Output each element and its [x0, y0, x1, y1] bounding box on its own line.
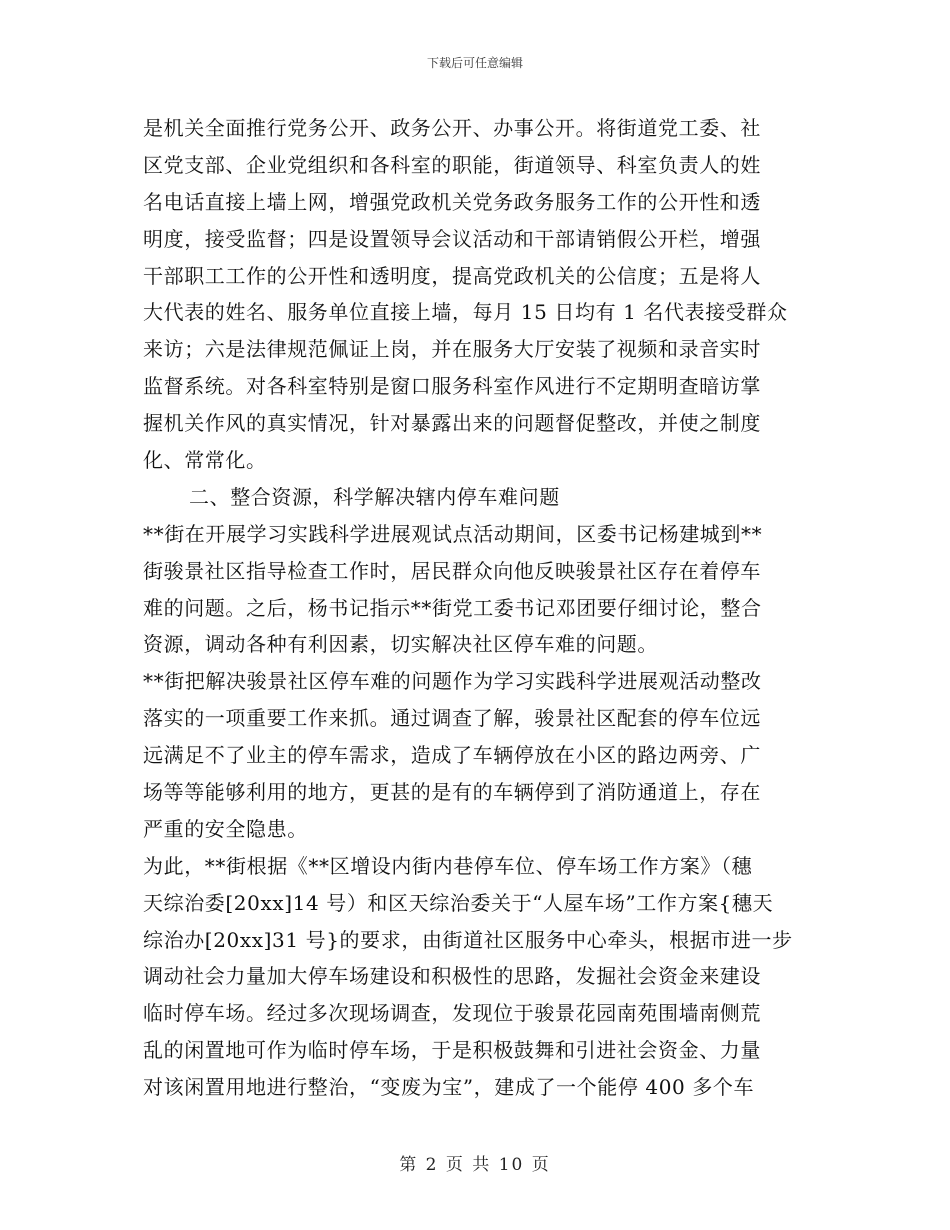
text-line: 落实的一项重要工作来抓。通过调查了解，骏景社区配套的停车位远: [143, 706, 761, 731]
text-line: 综治办[20xx]31 号}的要求，由街道社区服务中心牵头，根据市进一步: [143, 927, 793, 952]
text-line: 临时停车场。经过多次现场调查，发现位于骏景花园南苑围墙南侧荒: [143, 1001, 761, 1026]
text-line: 资源，调动各种有利因素，切实解决社区停车难的问题。: [143, 632, 658, 657]
text-line: 远满足不了业主的停车需求，造成了车辆停放在小区的路边两旁、广: [143, 743, 761, 768]
text-line: 来访；六是法律规范佩证上岗，并在服务大厅安装了视频和录音实时: [143, 337, 761, 362]
text-line: 调动社会力量加大停车场建设和积极性的思路，发掘社会资金来建设: [143, 964, 761, 989]
text-line: 街骏景社区指导检查工作时，居民群众向他反映骏景社区存在着停车: [143, 558, 761, 583]
text-line: **街把解决骏景社区停车难的问题作为学习实践科学进展观活动整改: [143, 669, 762, 694]
text-line: 监督系统。对各科室特别是窗口服务科室作风进行不定期明查暗访掌: [143, 374, 761, 399]
text-line: 为此，**街根据《**区增设内街内巷停车位、停车场工作方案》（穗: [143, 853, 753, 878]
text-line: 化、常常化。: [143, 448, 267, 473]
text-line: 明度，接受监督；四是设置领导会议活动和干部请销假公开栏，增强: [143, 226, 761, 251]
text-line: 难的问题。之后，杨书记指示**街党工委书记邓团要仔细讨论，整合: [143, 595, 762, 620]
text-line: 乱的闲置地可作为临时停车场，于是积极鼓舞和引进社会资金、力量: [143, 1038, 761, 1063]
document-body: [143, 110, 813, 1106]
text-line: 大代表的姓名、服务单位直接上墙，每月 15 日均有 1 名代表接受群众: [143, 300, 788, 325]
page-number: 第 2 页 共 10 页: [399, 1155, 551, 1175]
text-line: 区党支部、企业党组织和各科室的职能，街道领导、科室负责人的姓: [143, 152, 761, 177]
section-heading: 二、整合资源，科学解决辖内停车难问题: [189, 484, 560, 509]
text-line: 对该闲置用地进行整治，“变废为宝”，建成了一个能停 400 多个车: [143, 1075, 755, 1100]
text-line: 名电话直接上墙上网，增强党政机关党务政务服务工作的公开性和透: [143, 189, 761, 214]
text-line: 场等等能够利用的地方，更甚的是有的车辆停到了消防通道上，存在: [143, 780, 761, 805]
text-line: 干部职工工作的公开性和透明度，提高党政机关的公信度；五是将人: [143, 263, 761, 288]
text-line: **街在开展学习实践科学进展观试点活动期间，区委书记杨建城到**: [143, 521, 763, 546]
page-header: 下载后可任意编辑: [426, 56, 523, 70]
text-line: 天综治委[20xx]14 号）和区天综治委关于“人屋车场”工作方案{穗天: [143, 890, 774, 915]
text-line: 握机关作风的真实情况，针对暴露出来的问题督促整改，并使之制度: [143, 411, 761, 436]
text-line: 是机关全面推行党务公开、政务公开、办事公开。将街道党工委、社: [143, 116, 761, 140]
text-line: 严重的安全隐患。: [143, 816, 308, 841]
